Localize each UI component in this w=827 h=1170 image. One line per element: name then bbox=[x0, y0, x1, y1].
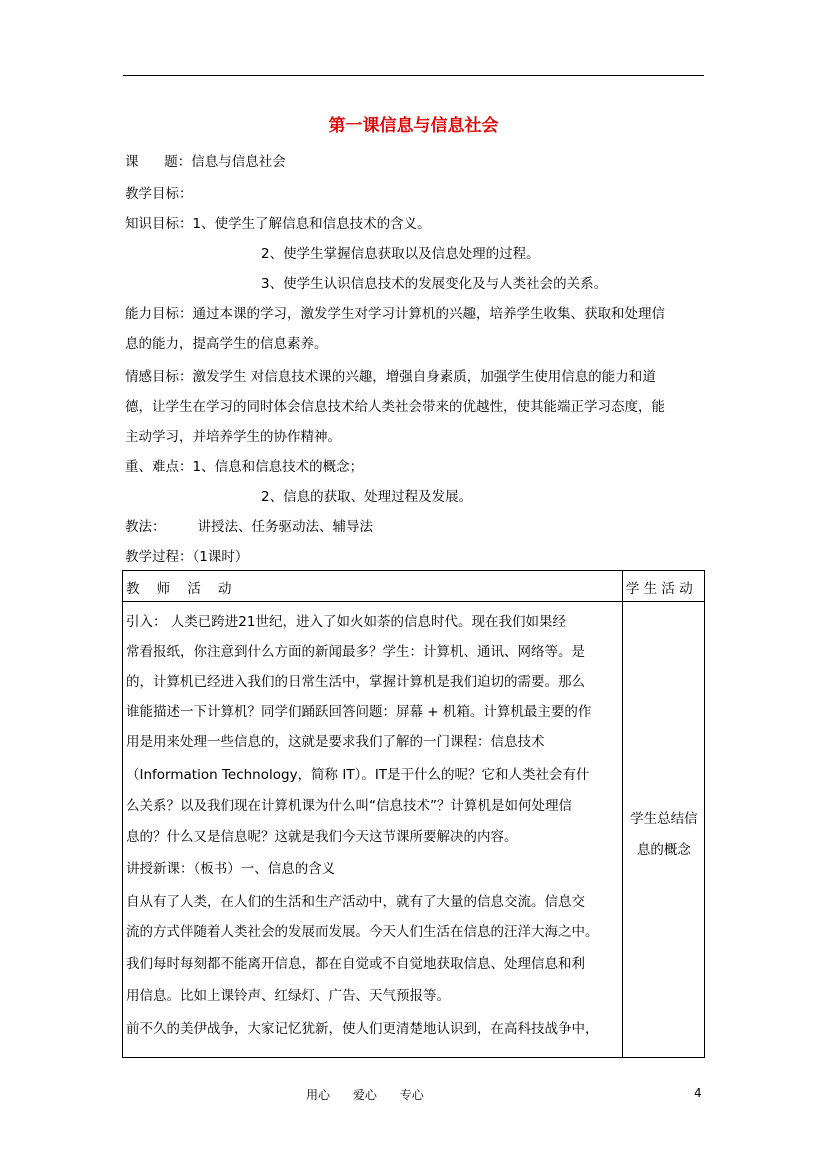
keypoints-label: 重、难点： bbox=[125, 459, 193, 475]
table-header-row bbox=[123, 571, 705, 602]
header-rule bbox=[123, 75, 704, 76]
teaching-method bbox=[125, 515, 373, 535]
teacher-line-2: 常看报纸，你注意到什么方面的新闻最多？学生：计算机、通讯、网络等。是 bbox=[126, 644, 585, 660]
page-title: 第一课信息与信息社会 bbox=[328, 116, 499, 136]
keypoints bbox=[125, 455, 363, 475]
teacher-line-5: 用是用来处理一些信息的，这就是要求我们了解的一门课程：信息技术 bbox=[126, 734, 545, 750]
keypoint-1: 1、信息和信息技术的概念； bbox=[192, 459, 364, 475]
header-teacher: 教 师 活 动 bbox=[126, 581, 232, 597]
emotion-line-2: 德，让学生在学习的同时体会信息技术给人类社会带来的优越性，使其能端正学习态度，能 bbox=[125, 399, 665, 415]
page-number: 4 bbox=[694, 1086, 702, 1100]
student-line-2: 息的概念 bbox=[636, 842, 691, 858]
table-row bbox=[123, 602, 705, 1058]
method-value: 讲授法、任务驱动法、辅导法 bbox=[197, 519, 373, 535]
lesson-topic-label: 课 题： bbox=[125, 154, 192, 170]
lesson-topic-value: 信息与信息社会 bbox=[191, 154, 286, 170]
knowledge-item-2: 2、使学生掌握信息获取以及信息处理的过程。 bbox=[261, 246, 540, 262]
knowledge-item-1: 1、使学生了解信息和信息技术的含义。 bbox=[192, 216, 431, 232]
knowledge-objective bbox=[125, 212, 431, 232]
student-activity-cell bbox=[622, 602, 704, 1058]
footer-motto: 用心 爱心 专心 bbox=[306, 1088, 424, 1102]
header-teacher-cell bbox=[123, 571, 623, 602]
teacher-line-6: （Information Technology，简称 IT）。IT是干什么的呢？它和人类社会有什 bbox=[126, 767, 590, 783]
teacher-line-14: 前不久的美伊战争，大家记忆犹新，使人们更清楚地认识到，在高科技战争中， bbox=[126, 1021, 599, 1037]
ability-line-2: 息的能力，提高学生的信息素养。 bbox=[125, 336, 328, 352]
header-student-cell bbox=[622, 571, 704, 602]
teacher-line-9: 讲授新课：（板书）一、信息的含义 bbox=[126, 861, 336, 877]
teacher-line-3: 的，计算机已经进入我们的日常生活中，掌握计算机是我们迫切的需要。那么 bbox=[126, 674, 585, 690]
teacher-line-12: 我们每时每刻都不能离开信息，都在自觉或不自觉地获取信息、处理信息和利 bbox=[126, 956, 585, 972]
method-label: 教法： bbox=[125, 519, 166, 535]
keypoint-2: 2、信息的获取、处理过程及发展。 bbox=[261, 489, 473, 505]
knowledge-label: 知识目标： bbox=[125, 216, 193, 232]
student-line-1: 学生总结信 bbox=[630, 811, 698, 827]
teacher-line-7: 么关系？以及我们现在计算机课为什么叫“信息技术”？计算机是如何处理信 bbox=[126, 798, 572, 814]
emotion-line-3: 主动学习，并培养学生的协作精神。 bbox=[125, 429, 341, 445]
process-heading: 教学过程：（1课时） bbox=[125, 549, 249, 565]
process-table bbox=[122, 570, 705, 1058]
lesson-topic bbox=[125, 150, 286, 170]
teacher-activity-cell bbox=[123, 602, 623, 1058]
objectives-heading: 教学目标： bbox=[125, 186, 193, 202]
teacher-line-4: 谁能描述一下计算机？同学们踊跃回答问题：屏幕 + 机箱。计算机最主要的作 bbox=[126, 704, 592, 720]
teacher-line-11: 流的方式伴随着人类社会的发展而发展。今天人们生活在信息的汪洋大海之中。 bbox=[126, 924, 599, 940]
teacher-line-13: 用信息。比如上课铃声、红绿灯、广告、天气预报等。 bbox=[126, 988, 450, 1004]
ability-line-1: 能力目标：通过本课的学习，激发学生对学习计算机的兴趣，培养学生收集、获取和处理信 bbox=[125, 306, 665, 322]
emotion-line-1: 情感目标：激发学生 对信息技术课的兴趣，增强自身素质，加强学生使用信息的能力和道 bbox=[125, 369, 656, 385]
teacher-line-1: 引入： 人类已跨进21世纪，进入了如火如荼的信息时代。现在我们如果经 bbox=[126, 614, 566, 630]
teacher-line-10: 自从有了人类，在人们的生活和生产活动中，就有了大量的信息交流。信息交 bbox=[126, 894, 585, 910]
knowledge-item-3: 3、使学生认识信息技术的发展变化及与人类社会的关系。 bbox=[261, 276, 608, 292]
header-student: 学 生 活 动 bbox=[625, 581, 693, 597]
teacher-line-8: 息的？什么又是信息呢？这就是我们今天这节课所要解决的内容。 bbox=[126, 829, 518, 845]
